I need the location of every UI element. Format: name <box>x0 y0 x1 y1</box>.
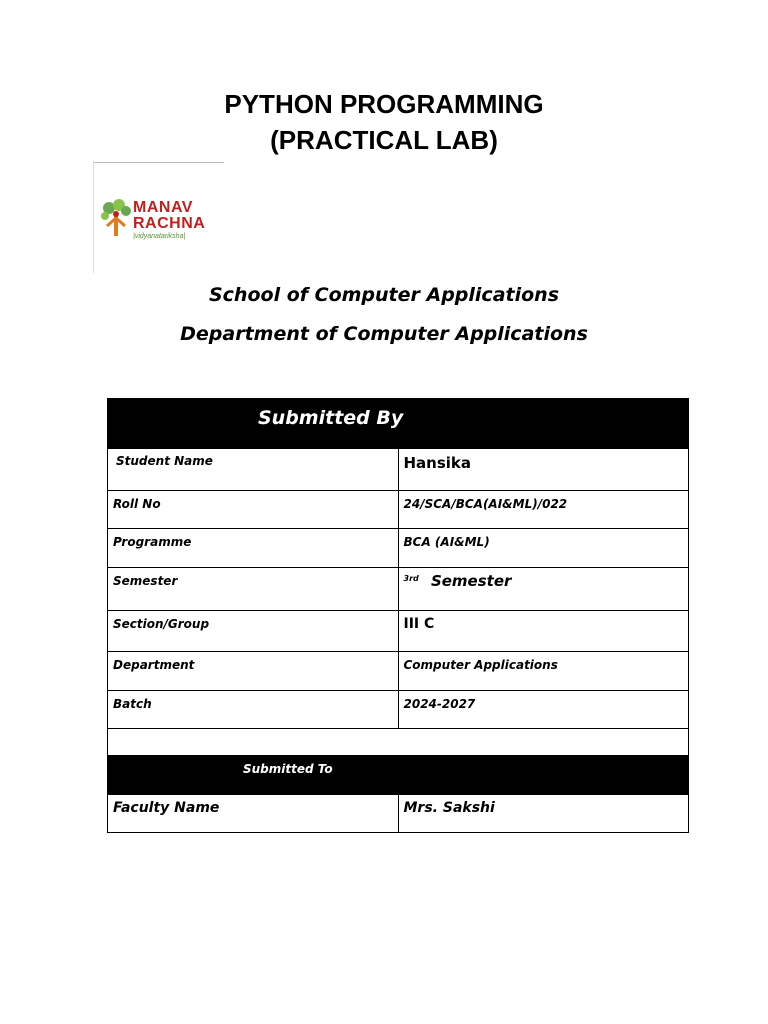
submitted-to-heading <box>108 756 689 795</box>
table-row <box>108 449 689 491</box>
submitted-to-header-row <box>108 756 689 795</box>
value-cell <box>398 449 689 491</box>
label-cell <box>108 568 399 611</box>
logo-text-rachna: RACHNA <box>133 215 206 232</box>
programme-value: BCA (AI&ML) <box>403 535 490 549</box>
submission-details-table <box>107 398 689 833</box>
table-row <box>108 795 689 833</box>
semester-value: Semester <box>430 572 512 590</box>
logo-tagline: |vidyanatariksha| <box>133 233 186 240</box>
label-cell <box>108 611 399 652</box>
student-name-label: Student Name <box>116 454 213 468</box>
table-row <box>108 652 689 691</box>
table-row <box>108 529 689 568</box>
label-cell <box>108 449 399 491</box>
semester-ordinal: 3rd <box>403 574 419 583</box>
section-group-value: III C <box>403 616 435 632</box>
roll-no-label: Roll No <box>113 497 161 511</box>
value-cell <box>398 795 689 833</box>
batch-value: 2024-2027 <box>403 697 476 711</box>
label-cell <box>108 529 399 568</box>
roll-no-value: 24/SCA/BCA(AI&ML)/022 <box>403 497 568 511</box>
school-name: School of Computer Applications <box>208 284 559 306</box>
semester-label: Semester <box>113 574 178 588</box>
logo-text-manav: MANAV <box>133 199 193 216</box>
spacer-row <box>108 729 689 756</box>
table-row <box>108 611 689 652</box>
university-logo <box>93 162 224 273</box>
value-cell <box>398 611 689 652</box>
label-cell <box>108 795 399 833</box>
table-row <box>108 691 689 729</box>
spacer-cell <box>108 729 689 756</box>
submitted-by-header-row <box>108 399 689 449</box>
student-name-value: Hansika <box>403 454 472 472</box>
table-row <box>108 568 689 611</box>
batch-label: Batch <box>113 697 152 711</box>
tree-icon <box>99 198 133 238</box>
label-cell <box>108 491 399 529</box>
department-label: Department <box>113 658 195 672</box>
value-cell <box>398 652 689 691</box>
department-heading: Department of Computer Applications <box>180 323 588 345</box>
label-cell <box>108 652 399 691</box>
value-cell <box>398 691 689 729</box>
submitted-by-heading-text: Submitted By <box>258 407 404 429</box>
programme-label: Programme <box>113 535 192 549</box>
faculty-name-value: Mrs. Sakshi <box>403 800 495 816</box>
value-cell <box>398 491 689 529</box>
document-title-line1: PYTHON PROGRAMMING <box>224 89 544 119</box>
faculty-name-label: Faculty Name <box>113 800 220 816</box>
submitted-by-heading <box>108 399 689 449</box>
section-group-label: Section/Group <box>113 617 210 631</box>
value-cell <box>398 568 689 611</box>
label-cell <box>108 691 399 729</box>
document-title-line2: (PRACTICAL LAB) <box>270 125 498 155</box>
department-value: Computer Applications <box>403 658 558 672</box>
table-row <box>108 491 689 529</box>
submitted-to-heading-text: Submitted To <box>243 762 333 776</box>
value-cell <box>398 529 689 568</box>
